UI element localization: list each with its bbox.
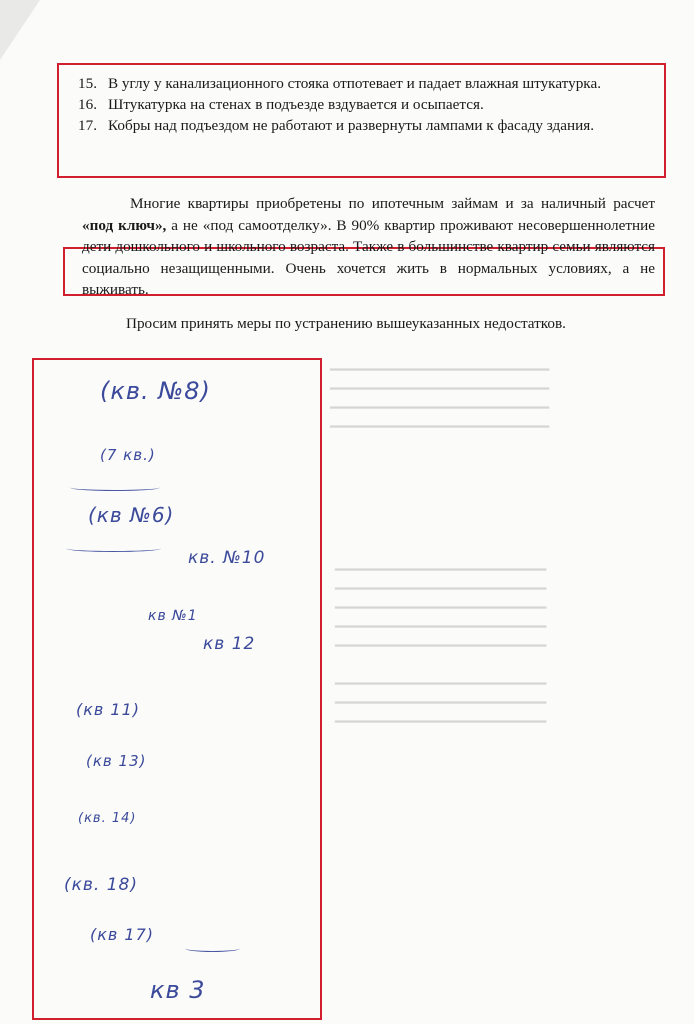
handwritten-label: (кв 11): [76, 700, 141, 719]
body-paragraph: Многие квартиры приобретены по ипотечным займам и за наличный расчет «под ключ», а не «под самоотделку». В 90% квартир проживают несовершеннолетние дети дошкольного и школьного возраста. Также в большинстве квартир семьи являются социально незащищенными. Очень хочется жить в нормальных условиях, а не выживать.: [82, 195, 656, 298]
handwritten-label: (7 кв.): [100, 446, 156, 464]
list-item: 17. Кобры над подъездом не работают и развернуты лампами к фасаду здания.: [78, 117, 595, 134]
bleed-through-text-2: ━━━━━━━━━━━━━━━━━━━━━━━━━━━ ━━━━━━━━━━━━━━━━━━━━━━━━━━━ ━━━━━━━━━━━━━━━━━━━━━━━━━━━ ━━━━━━━━━━━━━━━━━━━━━━━━━━━ ━━━━━━━━━━━━━━━━━━━━━━━━━━━ ━━━━━━━━━━━━━━━━━━━━━━━━━━━ ━━━━━━━━━━━━━━━━━━━━━━━━━━━ ━━━━━━━━━━━━━━━━━━━━━━━━━━━: [335, 562, 547, 729]
bleed-through-text: ━━━━━━━━━━━━━━━━━━━━━━━━━━━━ ━━━━━━━━━━━━━━━━━━━━━━━━━━━━ ━━━━━━━━━━━━━━━━━━━━━━━━━━━━ ━━━━━━━━━━━━━━━━━━━━━━━━━━━━: [330, 362, 550, 434]
handwritten-label: (кв 13): [86, 752, 147, 770]
handwritten-label: кв. №10: [188, 548, 266, 568]
bold-phrase: «под ключ»,: [82, 216, 167, 234]
handwritten-label: кв №1: [148, 608, 198, 624]
signature-scribble: [70, 484, 160, 491]
handwritten-label: (кв. 18): [64, 875, 138, 895]
list-item: 16. Штукатурка на стенах в подъезде вздувается и осыпается.: [78, 96, 484, 113]
request-line: Просим принять меры по устранению вышеуказанных недостатков.: [126, 315, 566, 332]
list-item: 15. В углу у канализационного стояка отпотевает и падает влажная штукатурка.: [78, 75, 601, 92]
handwritten-label: (кв 17): [90, 925, 155, 944]
handwritten-label: (кв. №8): [100, 377, 211, 405]
signature-scribble: [66, 545, 161, 552]
signature-scribble: [185, 945, 240, 952]
handwritten-label: (кв. 14): [78, 811, 137, 826]
handwritten-label: (кв №6): [88, 503, 175, 527]
highlight-box-signatures: [32, 358, 322, 1020]
folded-corner: [0, 0, 40, 60]
handwritten-label: кв 12: [203, 634, 256, 654]
handwritten-label: кв 3: [150, 976, 206, 1004]
defect-list: [78, 73, 656, 136]
